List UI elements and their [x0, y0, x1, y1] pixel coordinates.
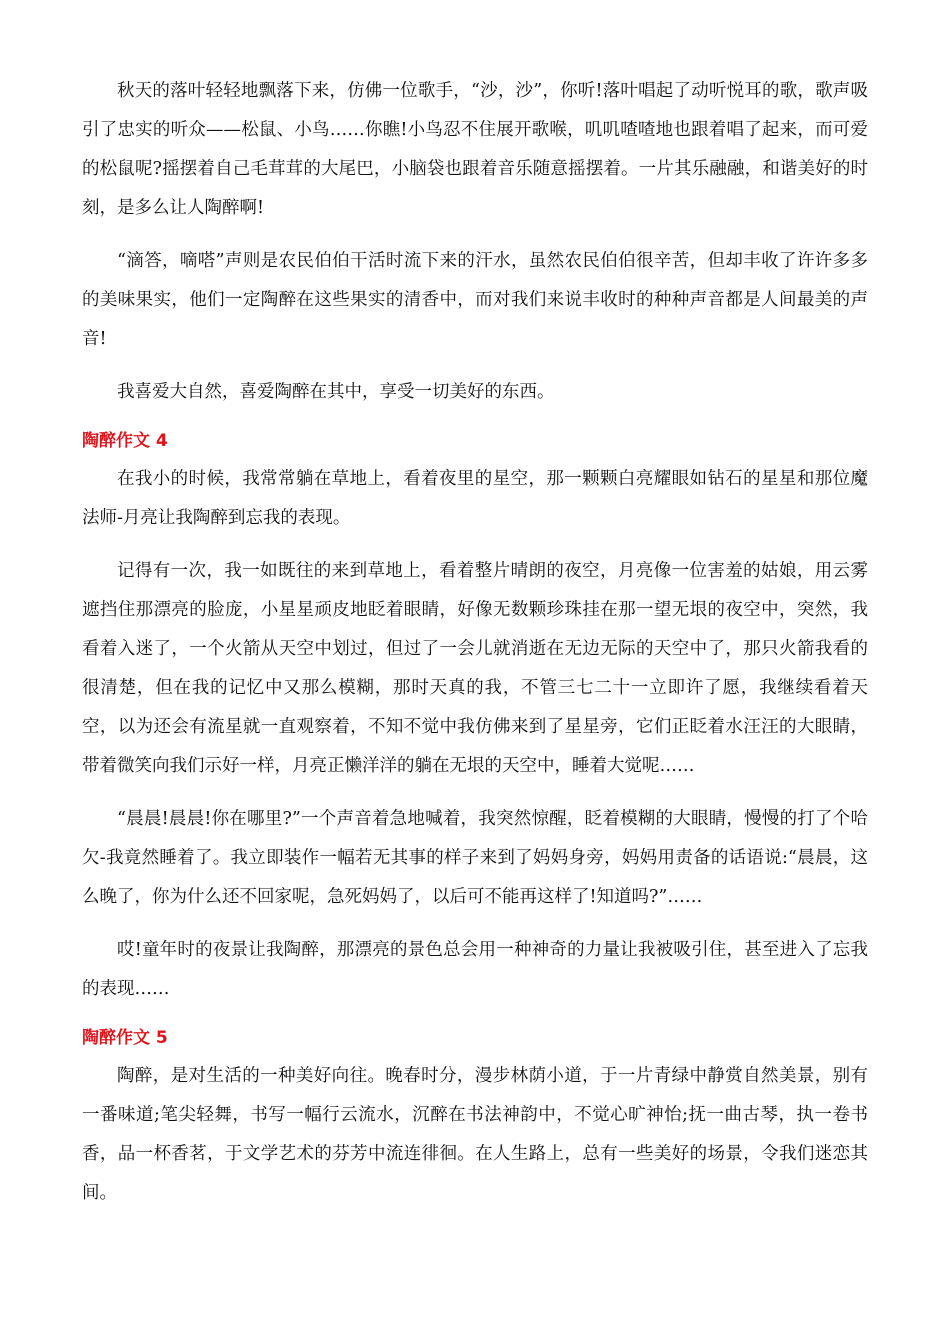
- paragraph: 我喜爱大自然，喜爱陶醉在其中，享受一切美好的东西。: [117, 382, 555, 402]
- paragraph: “晨晨!晨晨!你在哪里?”一个声音着急地喊着，我突然惊醒，眨着模糊的大眼睛，慢慢的打了个哈欠-我竟然睡着了。我立即装作一幅若无其事的样子来到了妈妈身旁，妈妈用责备的话语说:“晨晨，这么晚了，你为什么还不回家呢，急死妈妈了，以后可不能再这样了!知道吗?”……: [82, 809, 868, 907]
- section-essay-4: [82, 426, 868, 1009]
- paragraph: 陶醉，是对生活的一种美好向往。晚春时分，漫步林荫小道，于一片青绿中静赏自然美景，别有一番味道;笔尖轻舞，书写一幅行云流水，沉醉在书法神韵中，不觉心旷神怡;抚一曲古琴，执一卷书香，品一杯香茗，于文学艺术的芬芳中流连徘徊。在人生路上，总有一些美好的场景，令我们迷恋其间。: [82, 1066, 868, 1203]
- paragraph: 在我小的时候，我常常躺在草地上，看着夜里的星空，那一颗颗白亮耀眼如钻石的星星和那位魔法师-月亮让我陶醉到忘我的表现。: [82, 469, 868, 528]
- paragraph: 哎!童年时的夜景让我陶醉，那漂亮的景色总会用一种神奇的力量让我被吸引住，甚至进入了忘我的表现……: [82, 940, 868, 999]
- section-heading: 陶醉作文 4: [82, 431, 168, 451]
- section-intro: [82, 72, 868, 412]
- document-page: [82, 72, 868, 1227]
- paragraph: “滴答，嘀嗒”声则是农民伯伯干活时流下来的汗水，虽然农民伯伯很辛苦，但却丰收了许许多多的美味果实，他们一定陶醉在这些果实的清香中，而对我们来说丰收时的种种声音都是人间最美的声音!: [82, 251, 868, 349]
- paragraph: 记得有一次，我一如既往的来到草地上，看着整片晴朗的夜空，月亮像一位害羞的姑娘，用云雾遮挡住那漂亮的脸庞，小星星顽皮地眨着眼睛，好像无数颗珍珠挂在那一望无垠的夜空中，突然，我看着入迷了，一个火箭从天空中划过，但过了一会儿就消逝在无边无际的天空中了，那只火箭我看的很清楚，但在我的记忆中又那么模糊，那时天真的我，不管三七二十一立即许了愿，我继续看着天空，以为还会有流星就一直观察着，不知不觉中我仿佛来到了星星旁，它们正眨着水汪汪的大眼睛，带着微笑向我们示好一样，月亮正懒洋洋的躺在无垠的天空中，睡着大觉呢……: [82, 561, 868, 776]
- section-heading: 陶醉作文 5: [82, 1028, 168, 1048]
- section-essay-5: [82, 1023, 868, 1213]
- paragraph: 秋天的落叶轻轻地飘落下来，仿佛一位歌手，“沙，沙”，你听!落叶唱起了动听悦耳的歌，歌声吸引了忠实的听众——松鼠、小鸟……你瞧!小鸟忍不住展开歌喉，叽叽喳喳地也跟着唱了起来，而可爱的松鼠呢?摇摆着自己毛茸茸的大尾巴，小脑袋也跟着音乐随意摇摆着。一片其乐融融，和谐美好的时刻，是多么让人陶醉啊!: [82, 81, 868, 218]
